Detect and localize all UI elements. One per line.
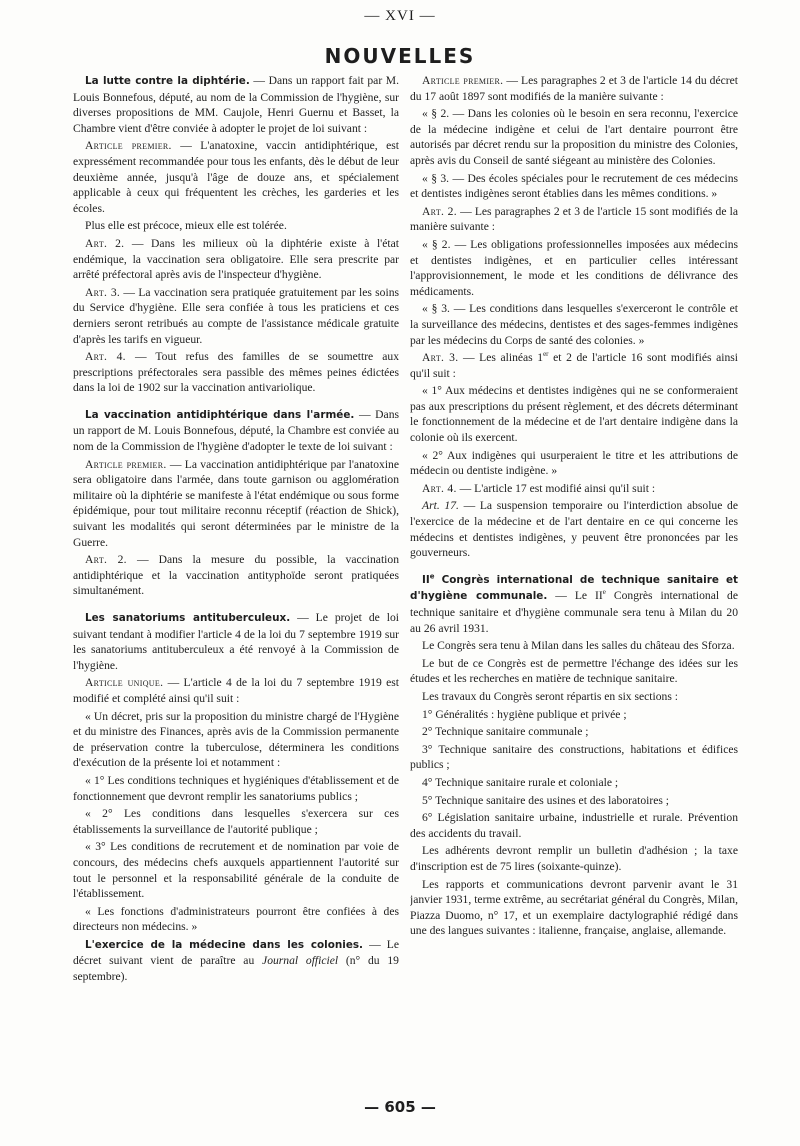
colonies-article-3: Art. 3. — Les alinéas 1er et 2 de l'article 16 sont modifiés ainsi qu'il suit : <box>410 350 738 380</box>
diphtheria-article-2: Art. 2. — Dans les milieux où la diphtérie existe à l'état endémique, la vaccination sera obligatoire. Elle sera prescrite par arrêté préfectoral après avis de l'inspecteur d'hygiène. <box>73 236 399 282</box>
congress-section-4: 4° Technique sanitaire rurale et coloniale ; <box>422 775 619 789</box>
colonies-article-4: Art. 4. — L'article 17 est modifié ainsi qu'il suit : <box>422 481 656 495</box>
congress-section-2: 2° Technique sanitaire communale ; <box>422 725 589 739</box>
congress-heading: IIe Congrès international de technique sanitaire et d'hygiène communale. <box>410 572 738 603</box>
sanatoriums-quote-3: « 2° Les conditions dans lesquelles s'exercera sur ces établissements la surveillance de l'autorité publique ; <box>73 807 399 836</box>
colonies-quote-1: « § 2. — Dans les colonies où le besoin en sera reconnu, l'exercice de la médecine indigène et celui de l'art dentaire pourront être autorisés par décret rendu sur la proposition du ministre des Colonies, après avis du Conseil de santé siégeant au ministère des Colonies. <box>410 107 738 167</box>
sanatoriums-quote-1: « Un décret, pris sur la proposition du ministre chargé de l'Hygiène et du ministre des Finances, après avis de la Commission permanente de préservation contre la tuberculose, déterminera les conditions d'exécution de la présente loi et notamment : <box>73 709 399 770</box>
diphtheria-intro: La lutte contre la diphtérie. — Dans un rapport fait par M. Louis Bonnefous, député, au nom de la Commission de l'hygiène, sur diverses propositions de MM. Caujole, Henri Guernu et Basset, la Chambre vient d'être conviée à adopter le projet de loi suivant : <box>73 74 399 135</box>
congress-section-6: 6° Législation sanitaire urbaine, industrielle et rurale. Prévention des accidents du travail. <box>410 811 738 840</box>
colonies-heading: L'exercice de la médecine dans les colonies. <box>85 938 363 951</box>
congress-section-1: 1° Généralités : hygiène publique et privée ; <box>422 707 627 721</box>
army-heading: La vaccination antidiphtérique dans l'armée. <box>85 408 355 421</box>
diphtheria-article-1: Article premier. — L'anatoxine, vaccin antidiphtérique, est expressément recommandée pour tous les enfants, dès le début de leur deuxième année, jusqu'à l'âge de douze ans, et spécialement applicable à ceux qui fréquentent les crèches, les garderies et les écoles. <box>73 139 399 215</box>
army-article-1: Article premier. — La vaccination antidiphtérique par l'anatoxine sera obligatoire dans l'armée, dans toute garnison ou agglomération militaire où la diphtérie se manifeste à l'état endémique ou sous forme épidémique, pour tout militaire reconnu réceptif (réaction de Shick), suivant les modalités qui seront déterminées par le ministre de la Guerre. <box>73 457 399 549</box>
colonies-intro: L'exercice de la médecine dans les colonies. — Le décret suivant vient de paraître au Journal officiel (n° du 19 septembre). <box>73 937 399 984</box>
running-head: — XVI — <box>364 8 436 24</box>
sanatoriums-intro: Les sanatoriums antituberculeux. — Le projet de loi suivant tendant à modifier l'article 4 de la loi du 7 septembre 1919 sur les sanatoriums antituberculeux a été renvoyé à la Commission de l'hygiène. <box>73 611 399 672</box>
congress-reports: Les rapports et communications devront parvenir avant le 31 janvier 1931, terme extrême, au secrétariat général du Congrès, Milan, Piazza Duomo, n° 17, et un exemplaire dactylographié rédigé dans une des langues suivantes : italienne, française, anglaise, allemande. <box>410 877 738 938</box>
sanatoriums-article: Article unique. — L'article 4 de la loi du 7 septembre 1919 est modifié et complété ainsi qu'il suit : <box>73 676 399 705</box>
congress-registration: Les adhérents devront remplir un bulletin d'adhésion ; la taxe d'inscription est de 75 lires (soixante-quinze). <box>410 844 738 873</box>
colonies-article-2: Art. 2. — Les paragraphes 2 et 3 de l'article 15 sont modifiés de la manière suivante : <box>410 204 738 234</box>
diphtheria-heading: La lutte contre la diphtérie. <box>85 75 250 87</box>
diphtheria-article-4: Art. 4. — Tout refus des familles de se soumettre aux prescriptions préfectorales sera passible des mêmes peines édictées dans la loi de 1902 sur la vaccination antivariolique. <box>73 350 399 395</box>
colonies-quote-2: « § 3. — Des écoles spéciales pour le recrutement de ces médecins et dentistes indigènes seront établies dans les mêmes conditions. » <box>410 171 738 201</box>
journal-title: Journal officiel <box>262 954 339 968</box>
right-column <box>410 73 738 1093</box>
congress-venue: Le Congrès sera tenu à Milan dans les salles du château des Sforza. <box>422 639 735 653</box>
diphtheria-article-3: Art. 3. — La vaccination sera pratiquée gratuitement par les soins du Service d'hygiène. Elle sera confiée à tous les praticiens et ces derniers seront retribués au compte de l'assistance médicale gratuite d'après les tarifs en vigueur. <box>73 285 399 346</box>
sanatoriums-quote-4: « 3° Les conditions de recrutement et de nomination par voie de concours, des médecins chefs auxquels appartiennent l'autorité sur tout le personnel et la responsabilité générale de la conduite de l'établissement. <box>73 840 399 901</box>
congress-section-5: 5° Technique sanitaire des usines et des laboratoires ; <box>422 793 670 807</box>
colonies-quote-6: « 2° Aux indigènes qui usurperaient le titre et les attributions de médecin ou dentiste indigène. » <box>410 448 738 478</box>
army-article-2: Art. 2. — Dans la mesure du possible, la vaccination antidiphtérique et la vaccination antityphoïde seront pratiquées simultanément. <box>73 553 399 598</box>
page-title: NOUVELLES <box>324 44 476 68</box>
sanatoriums-quote-5: « Les fonctions d'administrateurs pourront être confiées à des directeurs non médecins. » <box>73 904 399 934</box>
army-intro: La vaccination antidiphtérique dans l'armée. — Dans un rapport de M. Louis Bonnefous, député, la Chambre est conviée au nom de la Commission de l'hygiène d'adopter le texte de loi suivant : <box>73 407 399 454</box>
colonies-quote-5: « 1° Aux médecins et dentistes indigènes qui ne se conformeraient pas aux prescriptions du présent règlement, et des décrets déterminant le fonctionnement de la médecine et de l'art dentaire indigène dans la colonie où ils exercent. <box>410 384 738 445</box>
congress-purpose: Le but de ce Congrès est de permettre l'échange des idées sur les études et les recherches en matière de technique sanitaire. <box>410 656 738 686</box>
colonies-quote-3: « § 2. — Les obligations professionnelles imposées aux médecins et dentistes indigènes, et en particulier celles intéressant l'approvisionnement, le mode et les conditions de délivrance des médicaments. <box>410 237 738 298</box>
colonies-quote-4: « § 3. — Les conditions dans lesquelles s'exerceront le contrôle et la surveillance des médecins, dentistes et des sages-femmes indigènes par les médecins du Corps de santé des colonies. » <box>410 302 738 347</box>
colonies-article-17: Art. 17. — La suspension temporaire ou l'interdiction absolue de l'exercice de la médecine et de l'art dentaire en ce qui concerne les médecins et dentistes indigènes, y peuvent être prononcées par les gouverneurs. <box>410 499 738 560</box>
left-column <box>73 73 399 1093</box>
congress-sections-intro: Les travaux du Congrès seront répartis en six sections : <box>422 689 678 703</box>
congress-intro: IIe Congrès international de technique sanitaire et d'hygiène communale. — Le IIe Congrès international de technique sanitaire et d'hygiène communale sera tenu à Milan du 20 au 26 avril 1931. <box>410 572 738 635</box>
sanatoriums-heading: Les sanatoriums antituberculeux. <box>85 612 291 624</box>
diphtheria-article-1-note: Plus elle est précoce, mieux elle est tolérée. <box>85 219 287 233</box>
sanatoriums-quote-2: « 1° Les conditions techniques et hygiéniques d'établissement et de fonctionnement que devront remplir les sanatoriums publics ; <box>73 773 399 803</box>
congress-section-3: 3° Technique sanitaire des constructions, habitations et édifices publics ; <box>410 742 738 772</box>
colonies-article-1: Article premier. — Les paragraphes 2 et 3 de l'article 14 du décret du 17 août 1897 sont modifiés de la manière suivante : <box>410 74 738 103</box>
page-number: — 605 — <box>364 1098 436 1116</box>
